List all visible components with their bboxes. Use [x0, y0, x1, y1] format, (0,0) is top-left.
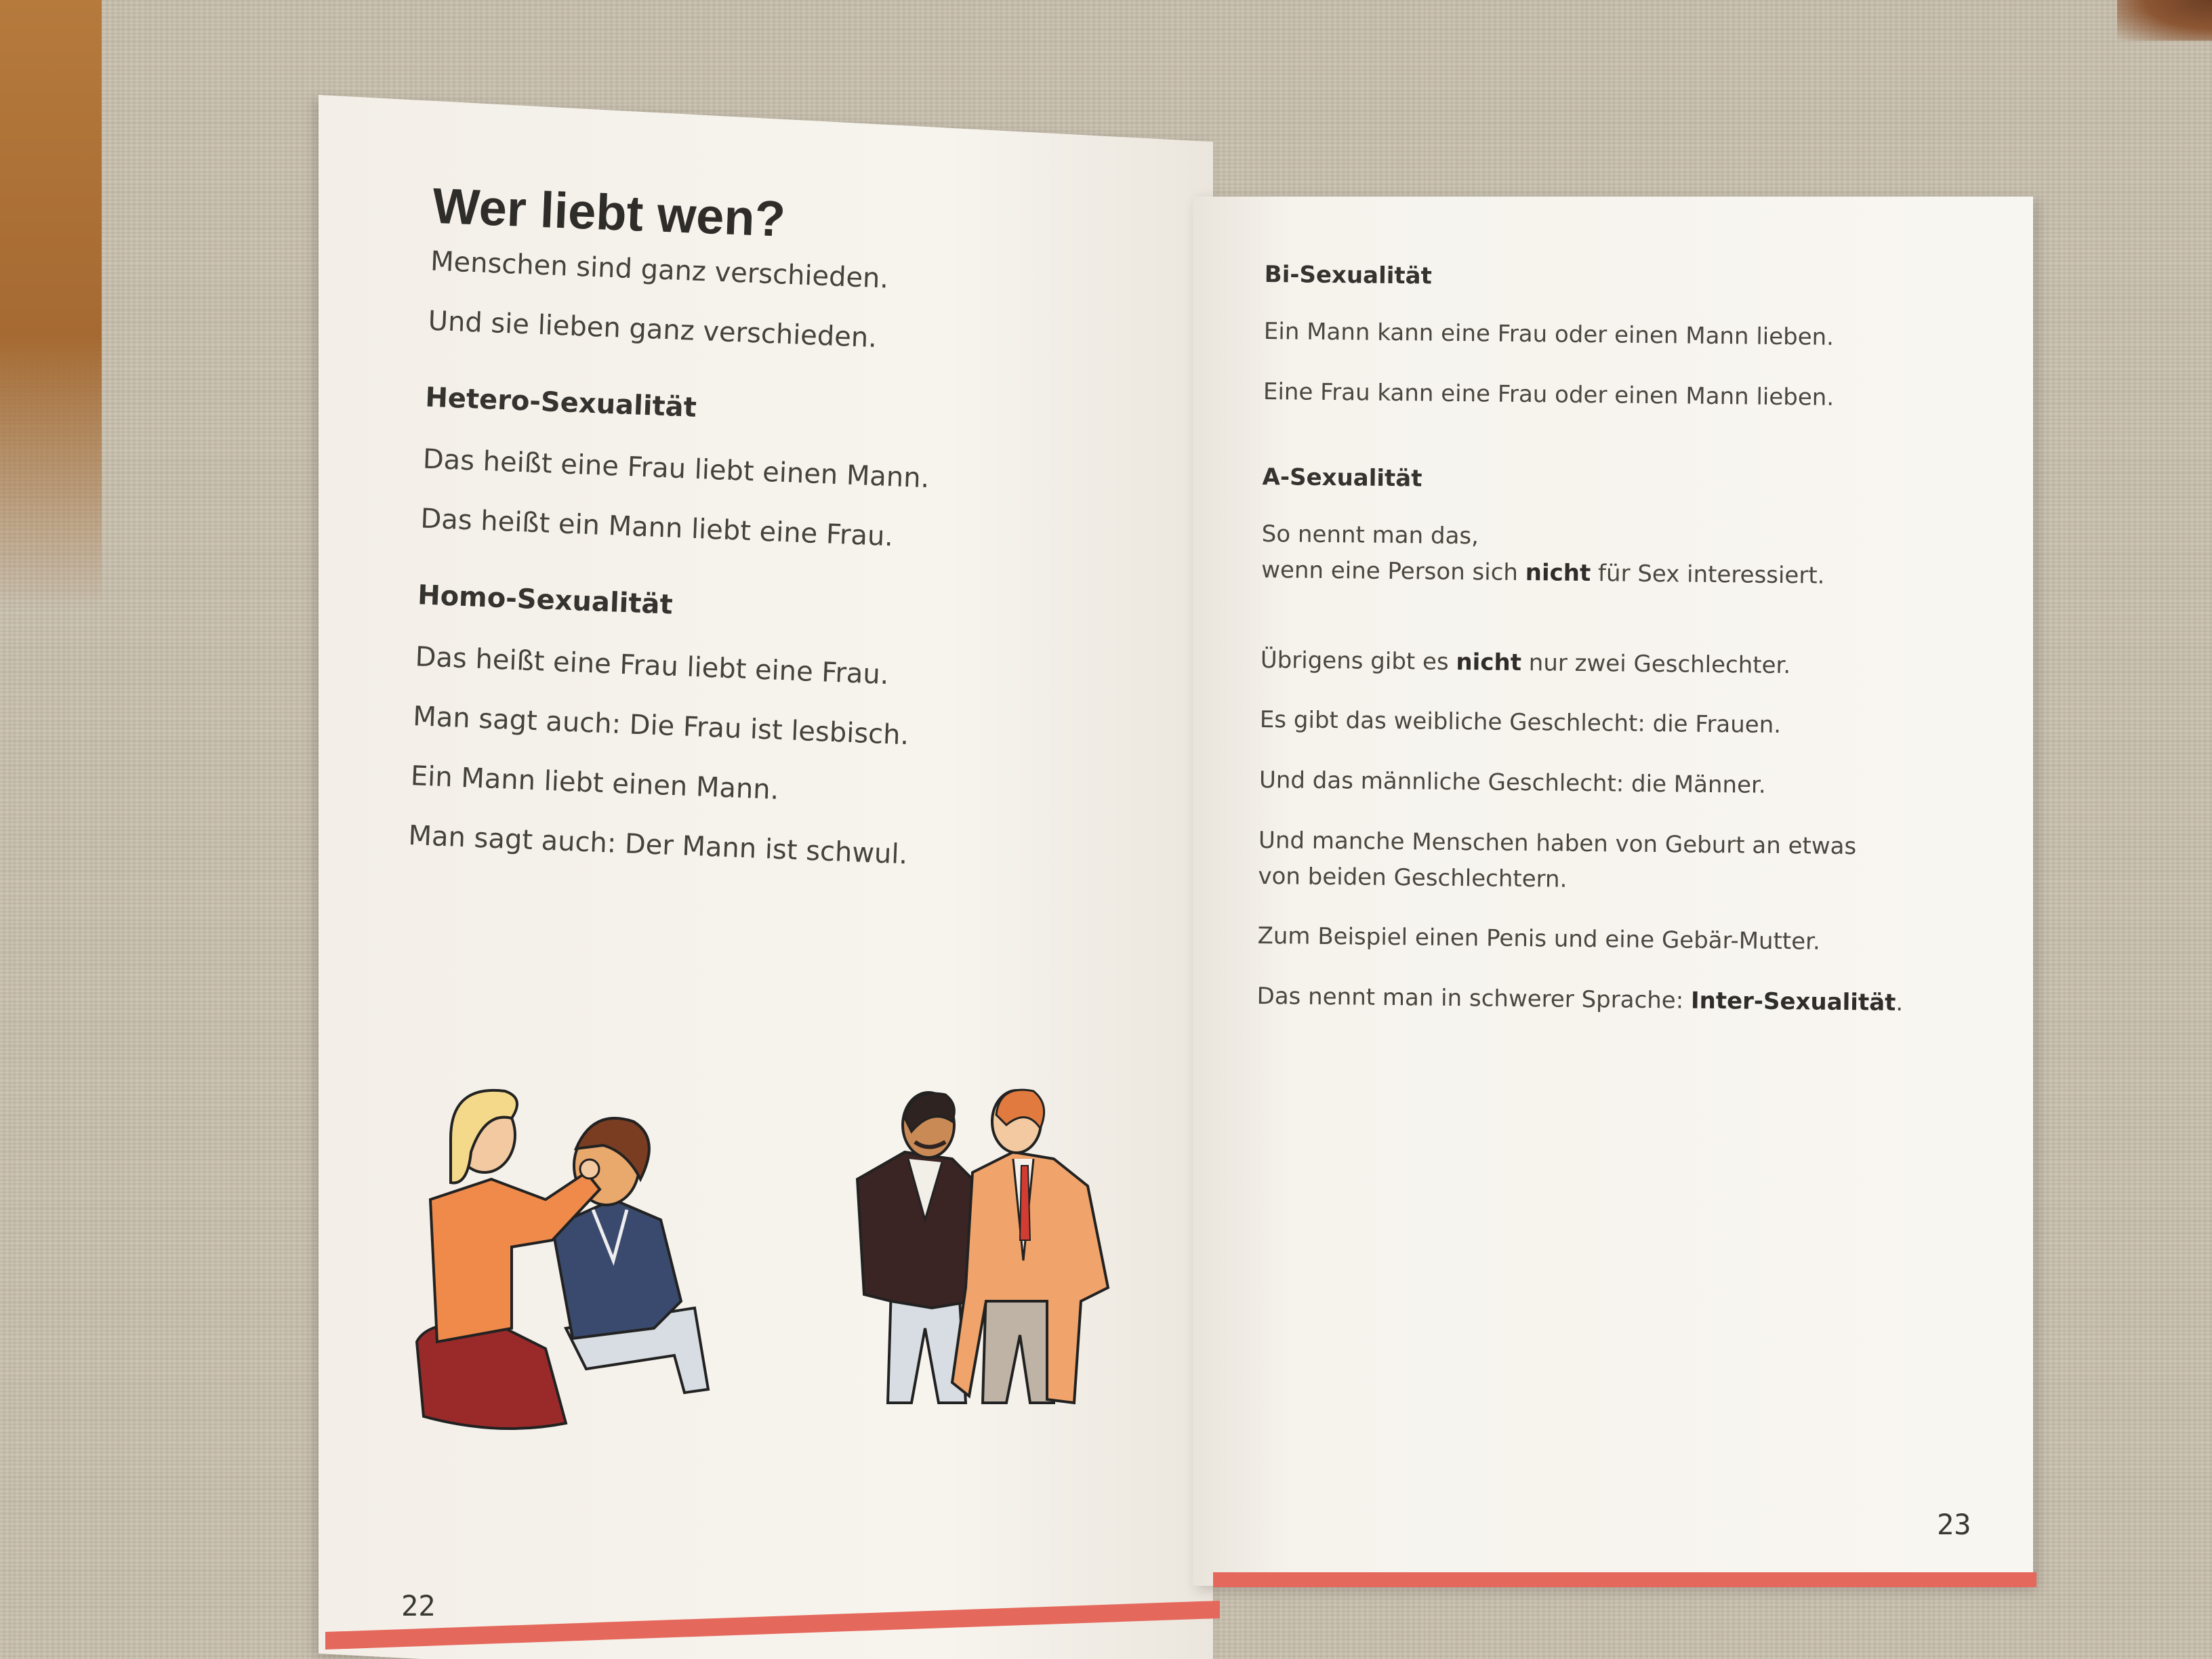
- bi-line: Ein Mann kann eine Frau oder einen Mann lieben.: [1263, 317, 1835, 351]
- intro-line: Menschen sind ganz verschieden.: [430, 245, 889, 295]
- homo-line: Das heißt eine Frau liebt eine Frau.: [414, 641, 890, 691]
- a-heading: A-Sexualität: [1262, 464, 1422, 493]
- homo-line: Ein Mann liebt einen Mann.: [410, 760, 780, 806]
- text-fragment: Übrigens gibt es: [1260, 646, 1456, 676]
- a-line: [1261, 552, 1993, 596]
- text-fragment: für Sex interessiert.: [1591, 560, 1825, 590]
- gender-line: [1256, 979, 1988, 1022]
- wooden-surface: [0, 0, 102, 610]
- text-fragment: .: [1896, 989, 1904, 1017]
- gender-line: [1261, 642, 1992, 686]
- hetero-heading: Hetero-Sexualität: [424, 382, 697, 424]
- emphasis-text: nicht: [1525, 559, 1591, 588]
- page-number-left: 22: [401, 1589, 436, 1622]
- gender-line: Und das männliche Geschlecht: die Männer.: [1258, 766, 1766, 799]
- page-title: Wer liebt wen?: [431, 177, 787, 247]
- emphasis-text: Inter-Sexualität: [1690, 987, 1896, 1017]
- emphasis-text: nicht: [1456, 648, 1522, 676]
- red-tie: [1020, 1166, 1030, 1240]
- text-fragment: nur zwei Geschlechter.: [1521, 649, 1791, 679]
- gender-line: Zum Beispiel einen Penis und eine Gebär-Mutter.: [1257, 922, 1821, 956]
- wooden-surface-corner: [2117, 0, 2212, 41]
- hetero-line: Das heißt ein Mann liebt eine Frau.: [419, 503, 894, 553]
- right-page-content: [1256, 261, 1996, 1046]
- homo-line: Man sagt auch: Die Frau ist lesbisch.: [412, 701, 910, 752]
- text-fragment: Das nennt man in schwerer Sprache:: [1256, 982, 1692, 1015]
- right-page-edge: [1213, 1572, 2036, 1587]
- hetero-line: Das heißt eine Frau liebt einen Mann.: [422, 443, 930, 495]
- gender-line: Es gibt das weibliche Geschlecht: die Frauen.: [1259, 706, 1782, 739]
- homo-heading: Homo-Sexualität: [417, 579, 674, 621]
- woman-and-man-embracing-illustration: [410, 1071, 729, 1437]
- right-man-trousers: [983, 1288, 1054, 1403]
- gender-line: Und manche Menschen haben von Geburt an etwas: [1258, 826, 1857, 861]
- a-line: So nennt man das,: [1261, 520, 1479, 550]
- bi-heading: Bi-Sexualität: [1264, 261, 1433, 290]
- bi-line: Eine Frau kann eine Frau oder einen Mann lieben.: [1263, 377, 1835, 411]
- gender-line: von beiden Geschlechtern.: [1258, 862, 1568, 893]
- text-fragment: wenn eine Person sich: [1261, 556, 1525, 587]
- intro-line: Und sie lieben ganz verschieden.: [427, 305, 878, 354]
- two-men-embracing-illustration: [851, 1084, 1149, 1410]
- homo-line: Man sagt auch: Der Mann ist schwul.: [407, 820, 909, 871]
- page-number-right: 23: [1937, 1508, 1971, 1541]
- left-page-content: [393, 176, 1179, 910]
